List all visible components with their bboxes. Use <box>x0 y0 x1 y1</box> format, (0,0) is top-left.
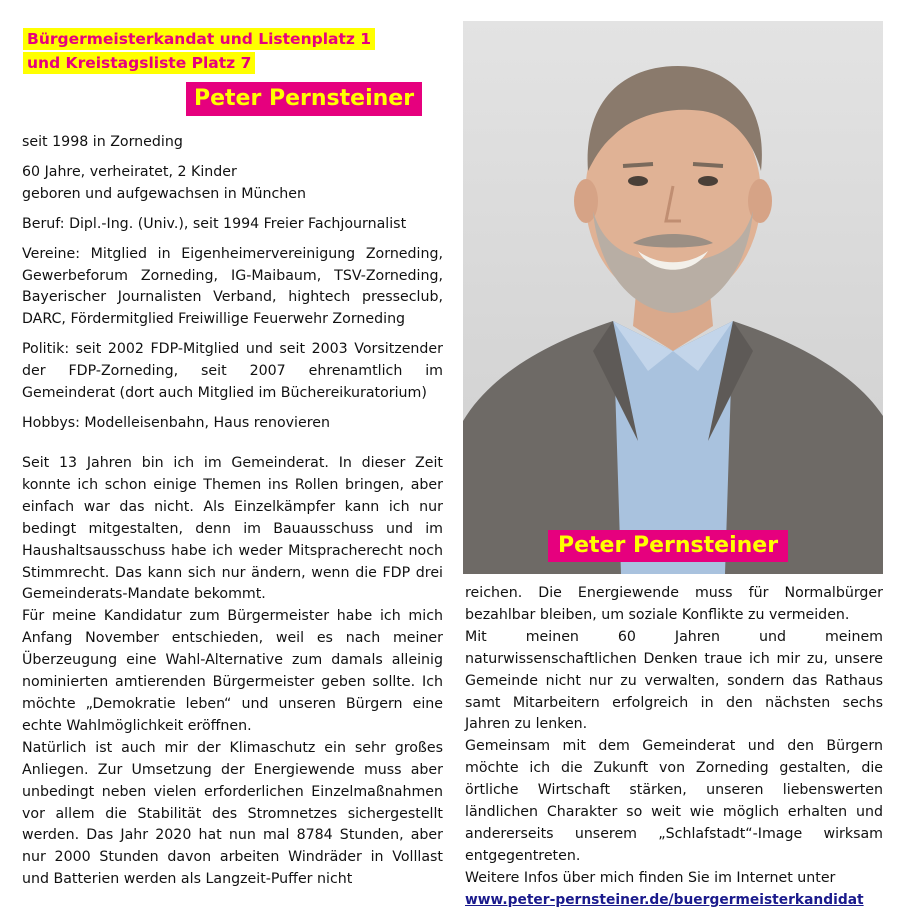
body-left-paragraph-1: Seit 13 Jahren bin ich im Gemeinderat. In dieser Zeit konnte ich schon einige Themen ins Rollen bringen, aber einfach war das nicht. Als Einzelkämpfer kann ich nur bedingt mitgestalten, denn im Bauausschuss und im Haushaltsausschuss habe ich weder Mitspracherecht noch Stimmrecht. Das kann sich nur ändern, wenn die FDP drei Gemeinderats-Mandate bekommt. <box>22 455 443 603</box>
facts-block <box>22 132 443 435</box>
photo-caption-banner: Peter Pernsteiner <box>548 530 788 562</box>
portrait-illustration <box>463 21 883 574</box>
candidate-photo <box>463 21 883 574</box>
body-left-paragraph-2: Für meine Kandidatur zum Bürgermeister habe ich mich Anfang November entschieden, weil es nach meiner Überzeugung eine Wahl-Alternative zum damals alleinig nominierten amtierenden Bürgermeister geben sollte. Ich möchte „Demokratie leben“ und unseren Bürgern eine echte Wahlmöglichkeit eröffnen. <box>22 608 443 734</box>
headline-line-2: und Kreistagsliste Platz 7 <box>23 52 255 74</box>
fact-clubs: Vereine: Mitglied in Eigenheimervereinigung Zorneding, Gewerbeforum Zorneding, IG-Maibaum, TSV-Zorneding, Bayerischer Journalisten Verband, hightech presseclub, DARC, Fördermitglied Freiwillige Feuerwehr Zorneding <box>22 245 443 328</box>
body-right-paragraph-1: reichen. Die Energiewende muss für Normalbürger bezahlbar bleiben, um soziale Konflikte zu vermeiden. <box>465 585 883 623</box>
headline-line-1: Bürgermeisterkandat und Listenplatz 1 <box>23 28 375 50</box>
more-info-text: Weitere Infos über mich finden Sie im Internet unter <box>465 869 836 886</box>
fact-age-family: 60 Jahre, verheiratet, 2 Kinder <box>22 163 237 180</box>
body-left <box>22 453 443 891</box>
fact-job: Beruf: Dipl.-Ing. (Univ.), seit 1994 Freier Fachjournalist <box>22 215 407 232</box>
fact-since: seit 1998 in Zorneding <box>22 134 183 150</box>
fact-politics: Politik: seit 2002 FDP-Mitglied und seit 2003 Vorsitzender der FDP-Zorneding, seit 2007 ehrenamtlich im Gemeinderat (dort auch Mitglied im Büchereikuratorium) <box>22 341 443 402</box>
body-right-paragraph-3: Gemeinsam mit dem Gemeinderat und den Bürgern möchte ich die Zukunft von Zorneding gestalten, die örtliche Wirtschaft stärken, unseren liebenswerten ländlichen Charakter so weit wie möglich erhalten und andererseits unserem „Schlafstadt“-Image wirksam entgegentreten. <box>465 738 883 864</box>
fact-hobbies: Hobbys: Modelleisenbahn, Haus renovieren <box>22 414 330 431</box>
website-link[interactable]: www.peter-pernsteiner.de/buergermeisterkandidat <box>465 891 864 908</box>
body-right <box>465 583 883 912</box>
body-left-paragraph-3: Natürlich ist auch mir der Klimaschutz ein sehr großes Anliegen. Zur Umsetzung der Energiewende muss aber unbedingt neben vielen erforderlichen Einzelmaßnahmen vor allem die Stabilität des Stromnetzes sichergestellt werden. Das Jahr 2020 hat nun mal 8784 Stunden, aber nur 2000 Stunden davon arbeiten Windräder in Volllast und Batterien werden als Langzeit-Puffer nicht <box>22 739 443 888</box>
candidate-name-banner: Peter Pernsteiner <box>186 82 422 116</box>
fact-born: geboren und aufgewachsen in München <box>22 185 306 202</box>
body-right-paragraph-2: Mit meinen 60 Jahren und meinem naturwissenschaftlichen Denken traue ich mir zu, unsere Gemeinde nicht nur zu verwalten, sondern das Rathaus samt Mitarbeitern erfolgreich in den nächsten sechs Jahren zu lenken. <box>465 628 883 733</box>
